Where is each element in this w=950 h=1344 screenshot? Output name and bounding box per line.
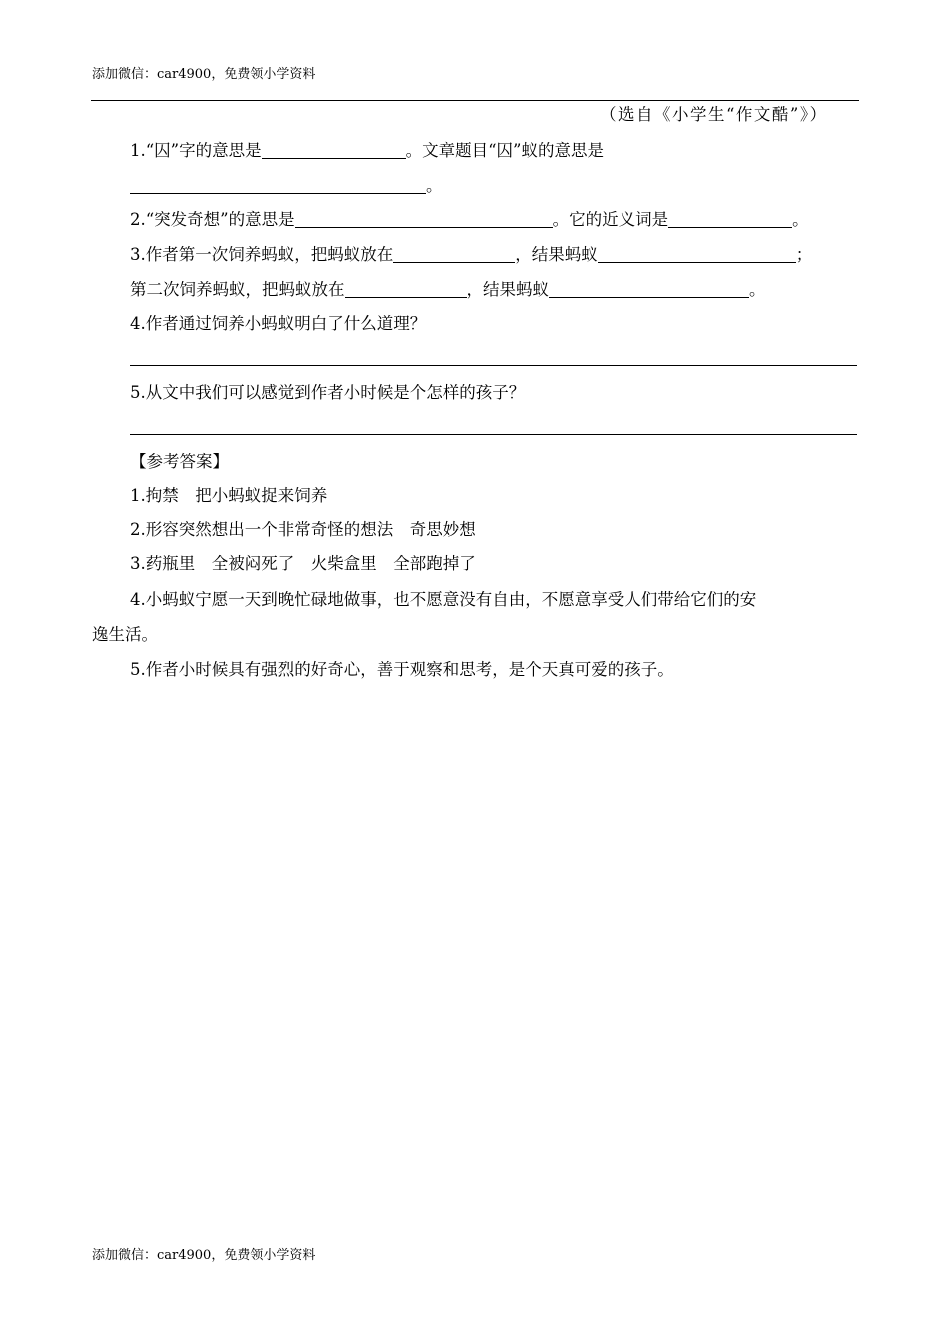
answers-heading: 【参考答案】 xyxy=(130,452,229,471)
header-divider xyxy=(91,100,859,101)
question-2-text-c: 。 xyxy=(792,210,809,229)
source-citation: （选自《小学生“作文酷”》） xyxy=(600,105,828,124)
question-1-text-a: 1.“囚”字的意思是 xyxy=(130,141,262,160)
answer-5: 5.作者小时候具有强烈的好奇心，善于观察和思考，是个天真可爱的孩子。 xyxy=(130,660,674,679)
question-3-blank-1[interactable] xyxy=(393,244,515,263)
answer-1: 1.拘禁 把小蚂蚁捉来饲养 xyxy=(130,486,328,505)
question-2-text-a: 2.“突发奇想”的意思是 xyxy=(130,210,295,229)
question-3-text-f: 。 xyxy=(749,280,766,299)
question-2-blank-1[interactable] xyxy=(295,209,553,228)
answer-2: 2.形容突然想出一个非常奇怪的想法 奇思妙想 xyxy=(130,520,476,539)
question-2-line xyxy=(130,209,809,231)
question-1-blank-1[interactable] xyxy=(262,140,406,159)
question-5-answer-line[interactable] xyxy=(130,434,857,435)
question-3-line-1 xyxy=(130,244,812,266)
question-1-line-2 xyxy=(130,175,443,197)
question-1-line-1 xyxy=(130,140,604,162)
question-1-text-c: 。 xyxy=(426,176,443,195)
answer-3: 3.药瓶里 全被闷死了 火柴盒里 全部跑掉了 xyxy=(130,554,476,573)
question-3-text-a: 3.作者第一次饲养蚂蚁，把蚂蚁放在 xyxy=(130,245,394,264)
page-header: 添加微信：car4900，免费领小学资料 xyxy=(92,67,316,82)
answer-4-line-1: 4.小蚂蚁宁愿一天到晚忙碌地做事，也不愿意没有自由，不愿意享受人们带给它们的安 xyxy=(130,590,757,609)
question-3-blank-3[interactable] xyxy=(345,279,467,298)
page-footer: 添加微信：car4900，免费领小学资料 xyxy=(92,1248,316,1263)
question-3-text-c: ； xyxy=(795,245,813,264)
question-4-text: 4.作者通过饲养小蚂蚁明白了什么道理？ xyxy=(130,314,427,333)
question-3-text-b: ，结果蚂蚁 xyxy=(515,245,598,264)
question-3-line-2 xyxy=(130,279,766,301)
question-1-text-b: 。文章题目“囚”蚁的意思是 xyxy=(405,141,604,160)
question-2-text-b: 。它的近义词是 xyxy=(552,210,669,229)
question-3-blank-4[interactable] xyxy=(549,279,749,298)
question-2-blank-2[interactable] xyxy=(668,209,792,228)
question-3-blank-2[interactable] xyxy=(598,244,796,263)
question-1-blank-2[interactable] xyxy=(130,175,426,194)
question-4-answer-line[interactable] xyxy=(130,365,857,366)
question-5-text: 5.从文中我们可以感觉到作者小时候是个怎样的孩子？ xyxy=(130,383,526,402)
question-3-text-d: 第二次饲养蚂蚁，把蚂蚁放在 xyxy=(130,280,345,299)
question-3-text-e: ，结果蚂蚁 xyxy=(466,280,549,299)
answer-4-line-2: 逸生活。 xyxy=(92,625,158,644)
